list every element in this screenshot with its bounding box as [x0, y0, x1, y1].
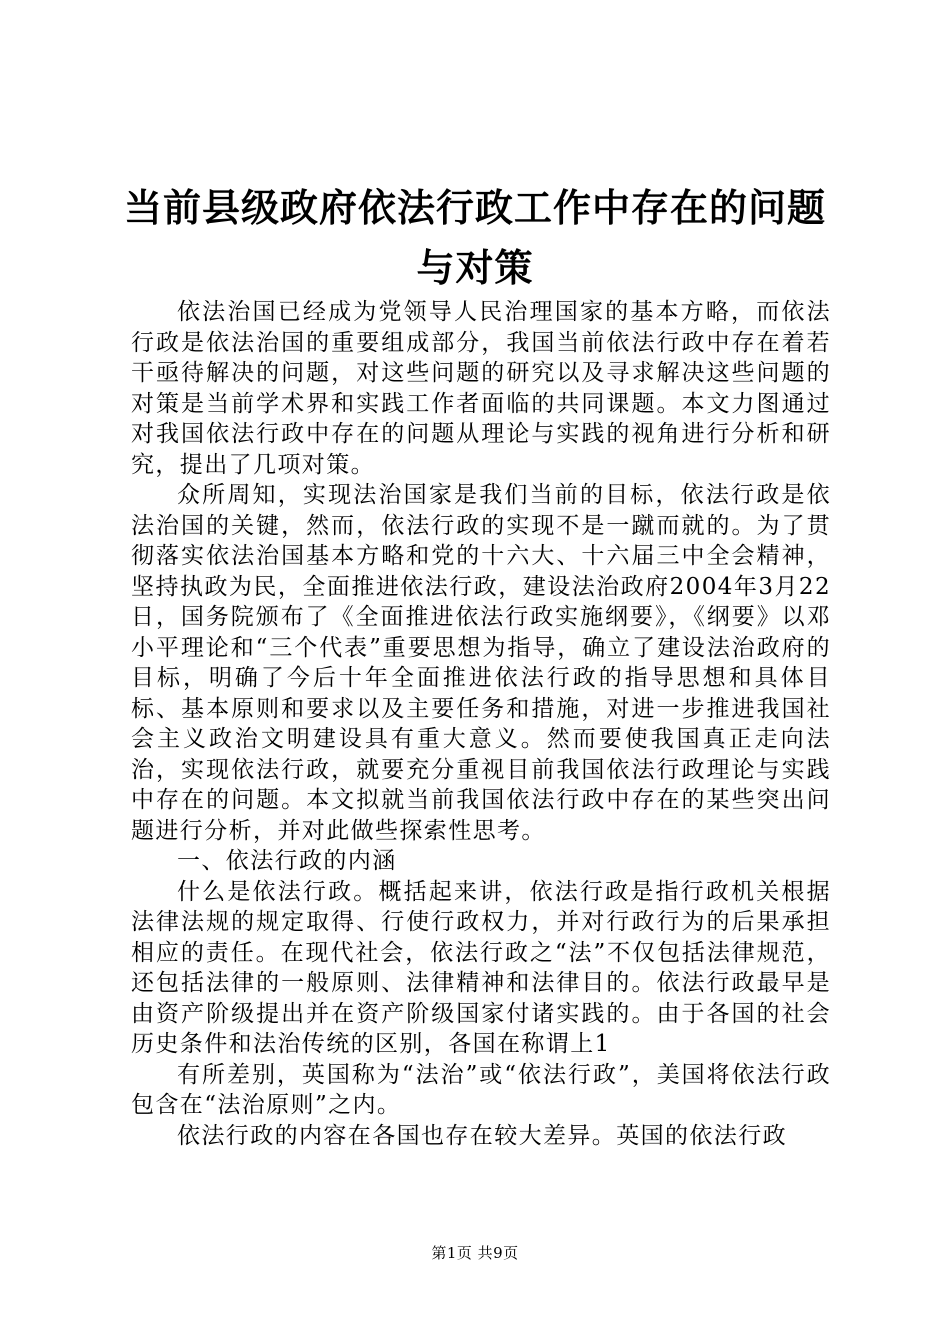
document-title: 当前县级政府依法行政工作中存在的问题与对策	[123, 185, 826, 290]
paragraph-definition: 什么是依法行政。概括起来讲，依法行政是指行政机关根据法律法规的规定取得、行使行政权力，并对行政行为的后果承担相应的责任。在现代社会，依法行政之“法”不仅包括法律规范，还包括法律的一般原则、法律精神和法律目的。依法行政最早是由资产阶级提出并在资产阶级国家付诸实践的。由于各国的社会历史条件和法治传统的区别，各国在称谓上1	[131, 878, 831, 1057]
document-body	[131, 297, 831, 1151]
paragraph-naming: 有所差别，英国称为“法治”或“依法行政”，美国将依法行政包含在“法治原则”之内。	[131, 1061, 831, 1118]
page-number-footer: 第1页 共9页	[431, 1244, 519, 1262]
paragraph-intro: 依法治国已经成为党领导人民治理国家的基本方略，而依法行政是依法治国的重要组成部分，我国当前依法行政中存在着若干亟待解决的问题，对这些问题的研究以及寻求解决这些问题的对策是当前学术界和实践工作者面临的共同课题。本文力图通过对我国依法行政中存在的问题从理论与实践的视角进行分析和研究，提出了几项对策。	[131, 299, 831, 478]
paragraph-background: 众所周知，实现法治国家是我们当前的目标，依法行政是依法治国的关键，然而，依法行政的实现不是一蹴而就的。为了贯彻落实依法治国基本方略和党的十六大、十六届三中全会精神，坚持执政为民，全面推进依法行政，建设法治政府2004年3月22日，国务院颁布了《全面推进依法行政实施纲要》，《纲要》以邓小平理论和“三个代表”重要思想为指导，确立了建设法治政府的目标，明确了今后十年全面推进依法行政的指导思想和具体目标、基本原则和要求以及主要任务和措施，对进一步推进我国社会主义政治文明建设具有重大意义。然而要使我国真正走向法治，实现依法行政，就要充分重视目前我国依法行政理论与实践中存在的问题。本文拟就当前我国依法行政中存在的某些突出问题进行分析，并对此做些探索性思考。	[131, 482, 831, 844]
section-heading: 一、依法行政的内涵	[177, 848, 397, 874]
paragraph-content: 依法行政的内容在各国也存在较大差异。英国的依法行政	[177, 1122, 787, 1149]
